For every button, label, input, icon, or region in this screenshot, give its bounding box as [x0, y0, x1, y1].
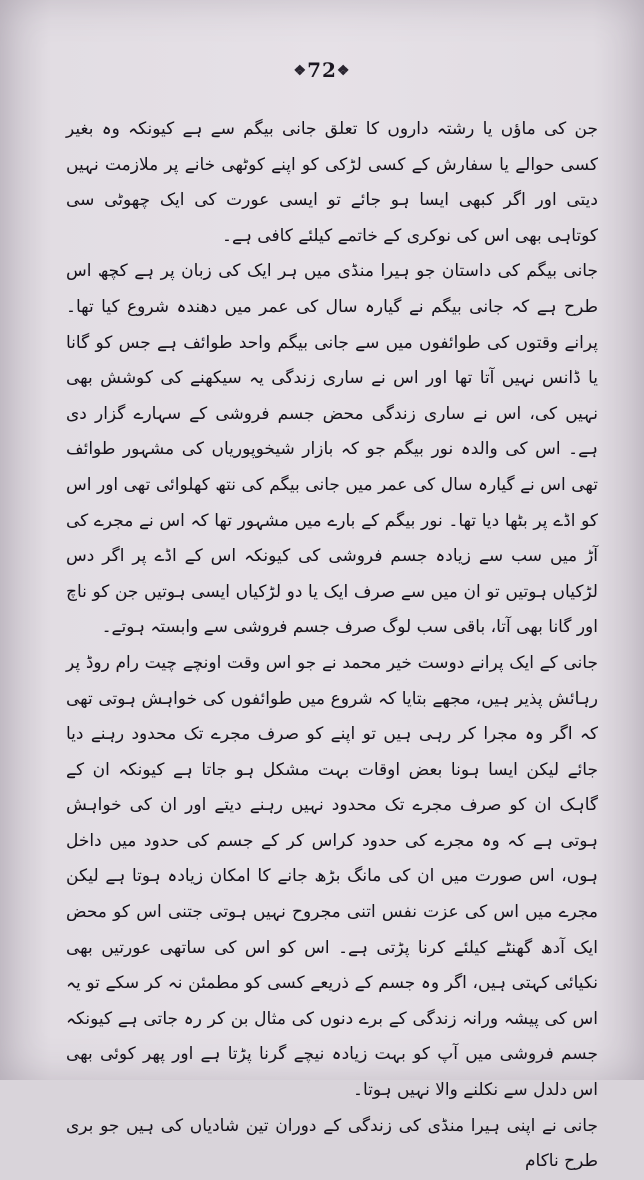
page-number-value: 72 [307, 58, 337, 82]
paragraph-3: جانی کے ایک پرانے دوست خیر محمد نے جو اس وقت اونچے چیت رام روڈ پر رہائش پذیر ہیں، مجھے بتایا کہ شروع میں طوائفوں کی خواہش ہوتی تھی کہ اگر وہ مجرا کر رہی ہیں تو اپنے کو صرف مجرے تک محدود رہنے دیا جائے لیکن ایسا ہونا بعض اوقات بہت مشکل ہو جاتا ہے کیونکہ ان کے گاہک ان کو صرف مجرے تک محدود نہیں رہنے دیتے اور ان کی خواہش ہوتی ہے کہ وہ مجرے کی حدود کراس کر کے جسم کی حدود میں داخل ہوں، اس صورت میں ان کی مانگ بڑھ جانے کا امکان زیادہ ہوتا ہے لیکن مجرے میں اس کی عزت نفس اتنی مجروح نہیں ہوتی جتنی اس کو محض ایک آدھ گھنٹے کیلئے کرنا پڑتی ہے۔ اس کو اس کی ساتھی عورتیں بھی نکیائی کہتی ہیں، اگر وہ جسم کے ذریعے کسی کو مطمئن نہ کر سکے تو یہ اس کی پیشہ ورانہ زندگی کے برے دنوں کی مثال بن کر رہ جاتی ہے کیونکہ جسم فروشی میں آپ کو بہت زیادہ نیچے گرنا پڑتا ہے اور پھر کوئی بھی اس دلدل سے نکلنے والا نہیں ہوتا۔ [66, 652, 598, 1101]
page-body [66, 112, 598, 1180]
page-number [0, 58, 644, 82]
ornament-right-icon: ❖ [336, 63, 351, 79]
paragraph-2: جانی بیگم کی داستان جو ہیرا منڈی میں ہر ایک کی زبان پر ہے کچھ اس طرح ہے کہ جانی بیگم نے گیارہ سال کی عمر میں دھندہ شروع کیا تھا۔ پرانے وقتوں کی طوائفوں میں سے جانی بیگم واحد طوائف ہے جس کو گانا یا ڈانس نہیں آتا تھا اور اس نے ساری زندگی یہ سیکھنے کی کوشش بھی نہیں کی، اس نے ساری زندگی محض جسم فروشی کے سہارے گزار دی ہے۔ اس کی والدہ نور بیگم جو کہ بازار شیخوپوریاں کی مشہور طوائف تھی اس نے گیارہ سال کی عمر میں جانی بیگم کی نتھ کھلوائی تھی اور اس کو اڈے پر بٹھا دیا تھا۔ نور بیگم کے بارے میں مشہور تھا کہ اس نے مجرے کی آڑ میں سب سے زیادہ جسم فروشی کی کیونکہ اس کے اڈے پر اگر دس لڑکیاں ہوتیں تو ان میں سے صرف ایک یا دو لڑکیاں ایسی ہوتیں جن کو ناچ اور گانا بھی آتا، باقی سب لوگ صرف جسم فروشی سے وابستہ ہوتے۔ [66, 261, 598, 638]
ornament-left-icon: ❖ [293, 63, 308, 79]
paragraph-4: جانی نے اپنی ہیرا منڈی کی زندگی کے دوران تین شادیاں کی ہیں جو بری طرح ناکام [66, 1115, 598, 1172]
paragraph-1: جن کی ماؤں یا رشتہ داروں کا تعلق جانی بیگم سے ہے کیونکہ وہ بغیر کسی حوالے یا سفارش کے کسی لڑکی کو اپنے کوٹھی خانے پر ملازمت نہیں دیتی اور اگر کبھی ایسا ہو جائے تو ایسی عورت کی ایک چھوٹی سی کوتاہی بھی اس کی نوکری کے خاتمے کیلئے کافی ہے۔ [66, 119, 598, 246]
